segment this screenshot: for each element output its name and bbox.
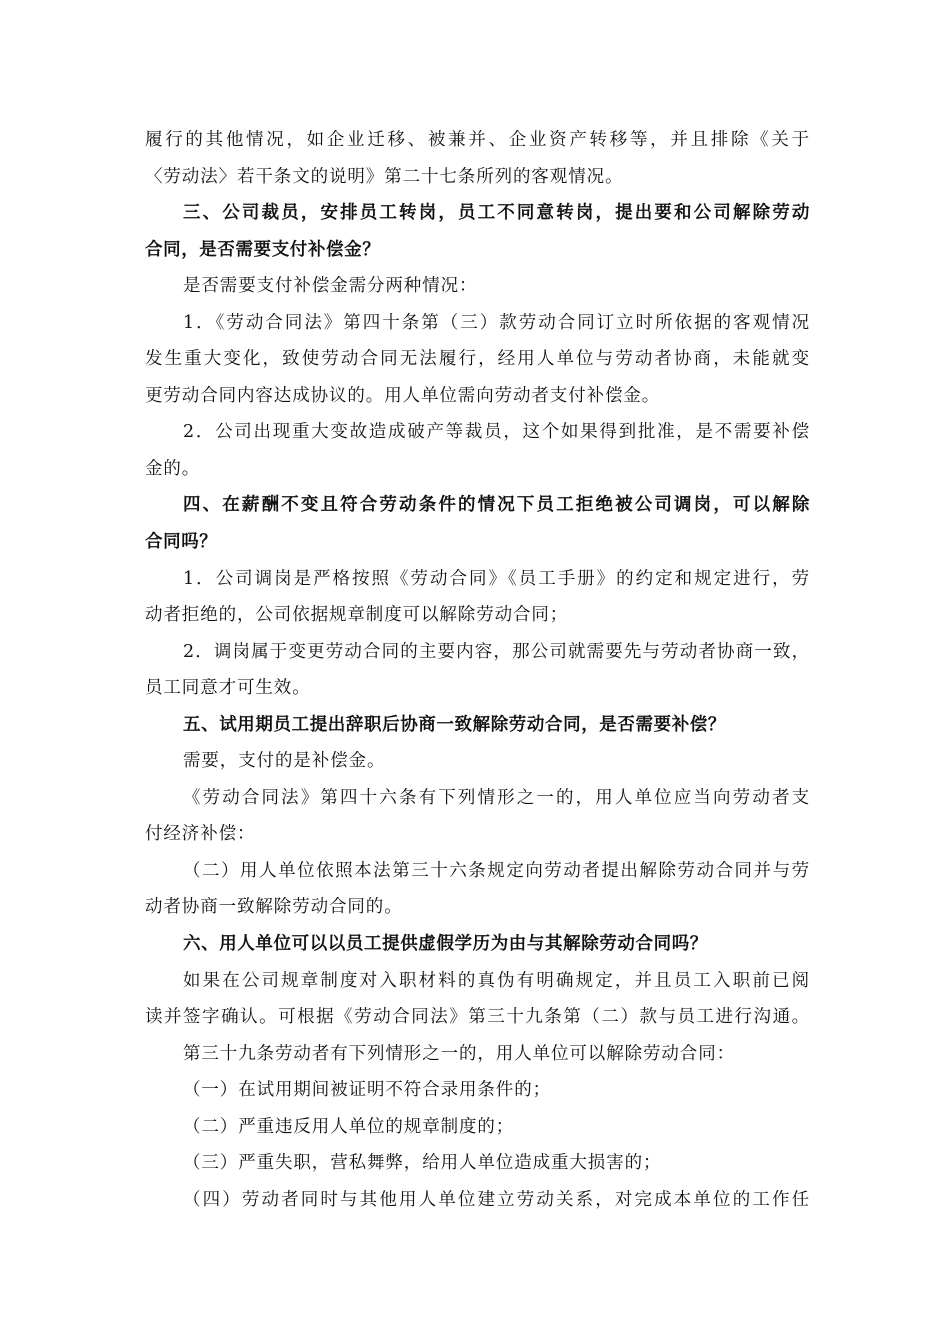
paragraph-line: （四）劳动者同时与其他用人单位建立劳动关系，对完成本单位的工作任 [183,1189,810,1210]
paragraph-line: 动者协商一致解除劳动合同的。 [145,897,403,918]
section-heading-line: 四、在薪酬不变且符合劳动条件的情况下员工拒绝被公司调岗，可以解除 [183,495,810,516]
paragraph-line: 动者拒绝的，公司依据规章制度可以解除劳动合同； [145,605,569,626]
paragraph-line: 是否需要支付补偿金需分两种情况： [183,276,478,297]
paragraph-line: 更劳动合同内容达成协议的。用人单位需向劳动者支付补偿金。 [145,385,661,406]
paragraph-line: （二）用人单位依照本法第三十六条规定向劳动者提出解除劳动合同并与劳 [183,860,810,881]
paragraph-line: 履行的其他情况，如企业迁移、被兼并、企业资产转移等，并且排除《关于 [145,130,810,150]
paragraph-line: 第三十九条劳动者有下列情形之一的，用人单位可以解除劳动合同： [183,1043,735,1064]
paragraph-line: （三）严重失职，营私舞弊，给用人单位造成重大损害的； [183,1153,662,1174]
paragraph-line: 付经济补偿： [145,824,256,845]
section-heading-line: 合同，是否需要支付补偿金？ [145,239,381,260]
paragraph-line: 1．《劳动合同法》第四十条第（三）款劳动合同订立时所依据的客观情况 [183,312,810,333]
paragraph-line: 员工同意才可生效。 [145,678,311,699]
paragraph-line: 需要，支付的是补偿金。 [183,751,386,772]
paragraph-line: （一）在试用期间被证明不符合录用条件的； [183,1080,551,1101]
section-heading-line: 五、试用期员工提出辞职后协商一致解除劳动合同，是否需要补偿？ [183,714,726,735]
paragraph-line: 金的。 [145,458,201,479]
paragraph-line: 1．公司调岗是严格按照《劳动合同》《员工手册》的约定和规定进行，劳 [183,568,810,589]
paragraph-line: 《劳动合同法》第四十六条有下列情形之一的，用人单位应当向劳动者支 [183,787,810,808]
document-body [145,122,810,1218]
paragraph-line: 如果在公司规章制度对入职材料的真伪有明确规定，并且员工入职前已阅 [183,970,810,991]
section-heading-line: 三、公司裁员，安排员工转岗，员工不同意转岗，提出要和公司解除劳动 [183,203,810,224]
paragraph-line: （二）严重违反用人单位的规章制度的； [183,1116,515,1137]
paragraph-line: 2．公司出现重大变故造成破产等裁员，这个如果得到批准，是不需要补偿 [183,422,810,443]
paragraph-line: 读并签字确认。可根据《劳动合同法》第三十九条第（二）款与员工进行沟通。 [145,1007,810,1028]
paragraph-line: 2．调岗属于变更劳动合同的主要内容，那公司就需要先与劳动者协商一致， [183,641,810,662]
section-heading-line: 合同吗？ [145,532,218,553]
paragraph-line: 〈劳动法〉若干条文的说明》第二十七条所列的客观情况。 [145,166,624,187]
section-heading-line: 六、用人单位可以以员工提供虚假学历为由与其解除劳动合同吗？ [183,934,708,955]
paragraph-line: 发生重大变化，致使劳动合同无法履行，经用人单位与劳动者协商，未能就变 [145,349,810,370]
